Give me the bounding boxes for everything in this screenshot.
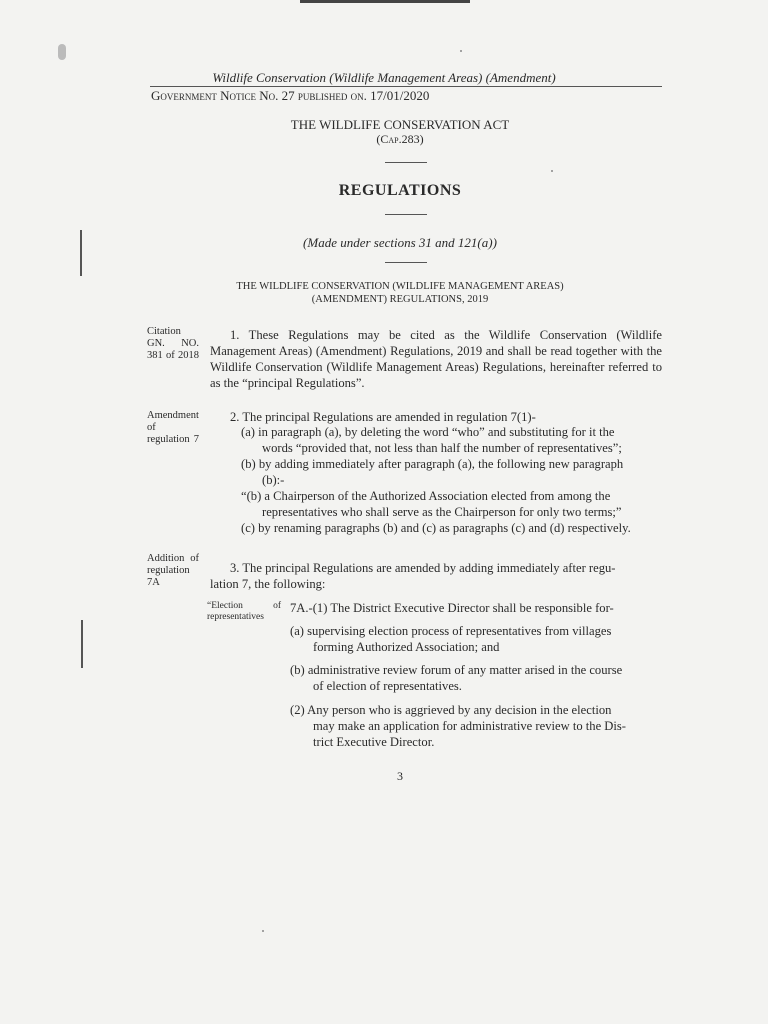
binder-mark (80, 230, 82, 276)
regulation-7a-para-a-line-1: (a) supervising election process of representatives from villages (290, 624, 612, 638)
made-under-note: (Made under sections 31 and 121(a)) (303, 235, 497, 250)
act-title: THE WILDLIFE CONSERVATION ACT (290, 117, 510, 132)
margin-note-election-line-2: representatives (207, 612, 264, 622)
page-number: 3 (397, 769, 403, 783)
section-1-text: 1. These Regulations may be cited as the Wildlife Conservation (Wildlife Management Areas) (Amendment) Regulations, 2019 and shall be read together with the Wildlife Conservation (Wildlife Management Areas) Regulations, hereinafter referred to as the “principal Regulations”. (210, 328, 662, 390)
regulation-7a-subreg-2-line-2: may make an application for administrative review to the Dis- (313, 719, 626, 733)
government-notice: Government Notice No. 27 published on. 17/01/2020 (151, 88, 430, 103)
margin-note-election-line-1: “Election of (207, 601, 281, 611)
binder-mark (81, 620, 83, 668)
section-2-para-a-line-2: words “provided that, not less than half the number of representatives”; (262, 441, 622, 455)
section-2-para-b-line-1: (b) by adding immediately after paragraph (a), the following new paragraph (241, 457, 624, 471)
running-header-title: Wildlife Conservation (Wildlife Management Areas) (Amendment) (212, 70, 556, 85)
section-3-intro-line-2: lation 7, the following: (210, 577, 326, 591)
regulations-subtitle-line-1: THE WILDLIFE CONSERVATION (WILDLIFE MANAGEMENT AREAS) (236, 281, 564, 292)
divider (385, 214, 427, 215)
scan-speck (551, 170, 553, 172)
section-2-quote-line-2: representatives who shall serve as the Chairperson for only two terms;” (262, 505, 622, 519)
margin-note-citation: Citation GN. NO. 381 of 2018 (147, 326, 199, 361)
regulation-7a-subreg-2-line-1: (2) Any person who is aggrieved by any decision in the election (290, 703, 612, 717)
margin-note-addition: Addition of regulation 7A (147, 553, 199, 588)
scan-edge-mark (300, 0, 470, 3)
margin-note-amendment: Amendment of regulation 7 (147, 410, 199, 445)
header-rule (150, 86, 662, 87)
section-2-intro: 2. The principal Regulations are amended in regulation 7(1)- (230, 410, 536, 424)
section-3-intro-line-1: 3. The principal Regulations are amended by adding immediately after regu- (230, 561, 616, 575)
regulation-7a-para-b-line-1: (b) administrative review forum of any matter arised in the course (290, 663, 623, 677)
scan-speck (58, 44, 66, 60)
divider (385, 162, 427, 163)
regulations-subtitle-line-2: (AMENDMENT) REGULATIONS, 2019 (311, 294, 489, 305)
scan-speck (262, 930, 264, 932)
act-chapter: (Cap.283) (376, 132, 424, 146)
scan-speck (460, 50, 462, 52)
regulations-heading: REGULATIONS (338, 182, 462, 199)
section-2-quote-line-1: “(b) a Chairperson of the Authorized Association elected from among the (241, 489, 611, 503)
section-2-para-a-line-1: (a) in paragraph (a), by deleting the word “who” and substituting for it the (241, 425, 615, 439)
regulation-7a-subreg-2-line-3: trict Executive Director. (313, 735, 435, 749)
regulation-7a-para-a-line-2: forming Authorized Association; and (313, 640, 500, 654)
divider (385, 262, 427, 263)
regulation-7a-subreg-1: 7A.-(1) The District Executive Director shall be responsible for- (290, 601, 614, 615)
regulation-7a-para-b-line-2: of election of representatives. (313, 679, 462, 693)
section-2-para-c: (c) by renaming paragraphs (b) and (c) as paragraphs (c) and (d) respectively. (241, 521, 631, 535)
section-2-para-b-line-2: (b):- (262, 473, 285, 487)
